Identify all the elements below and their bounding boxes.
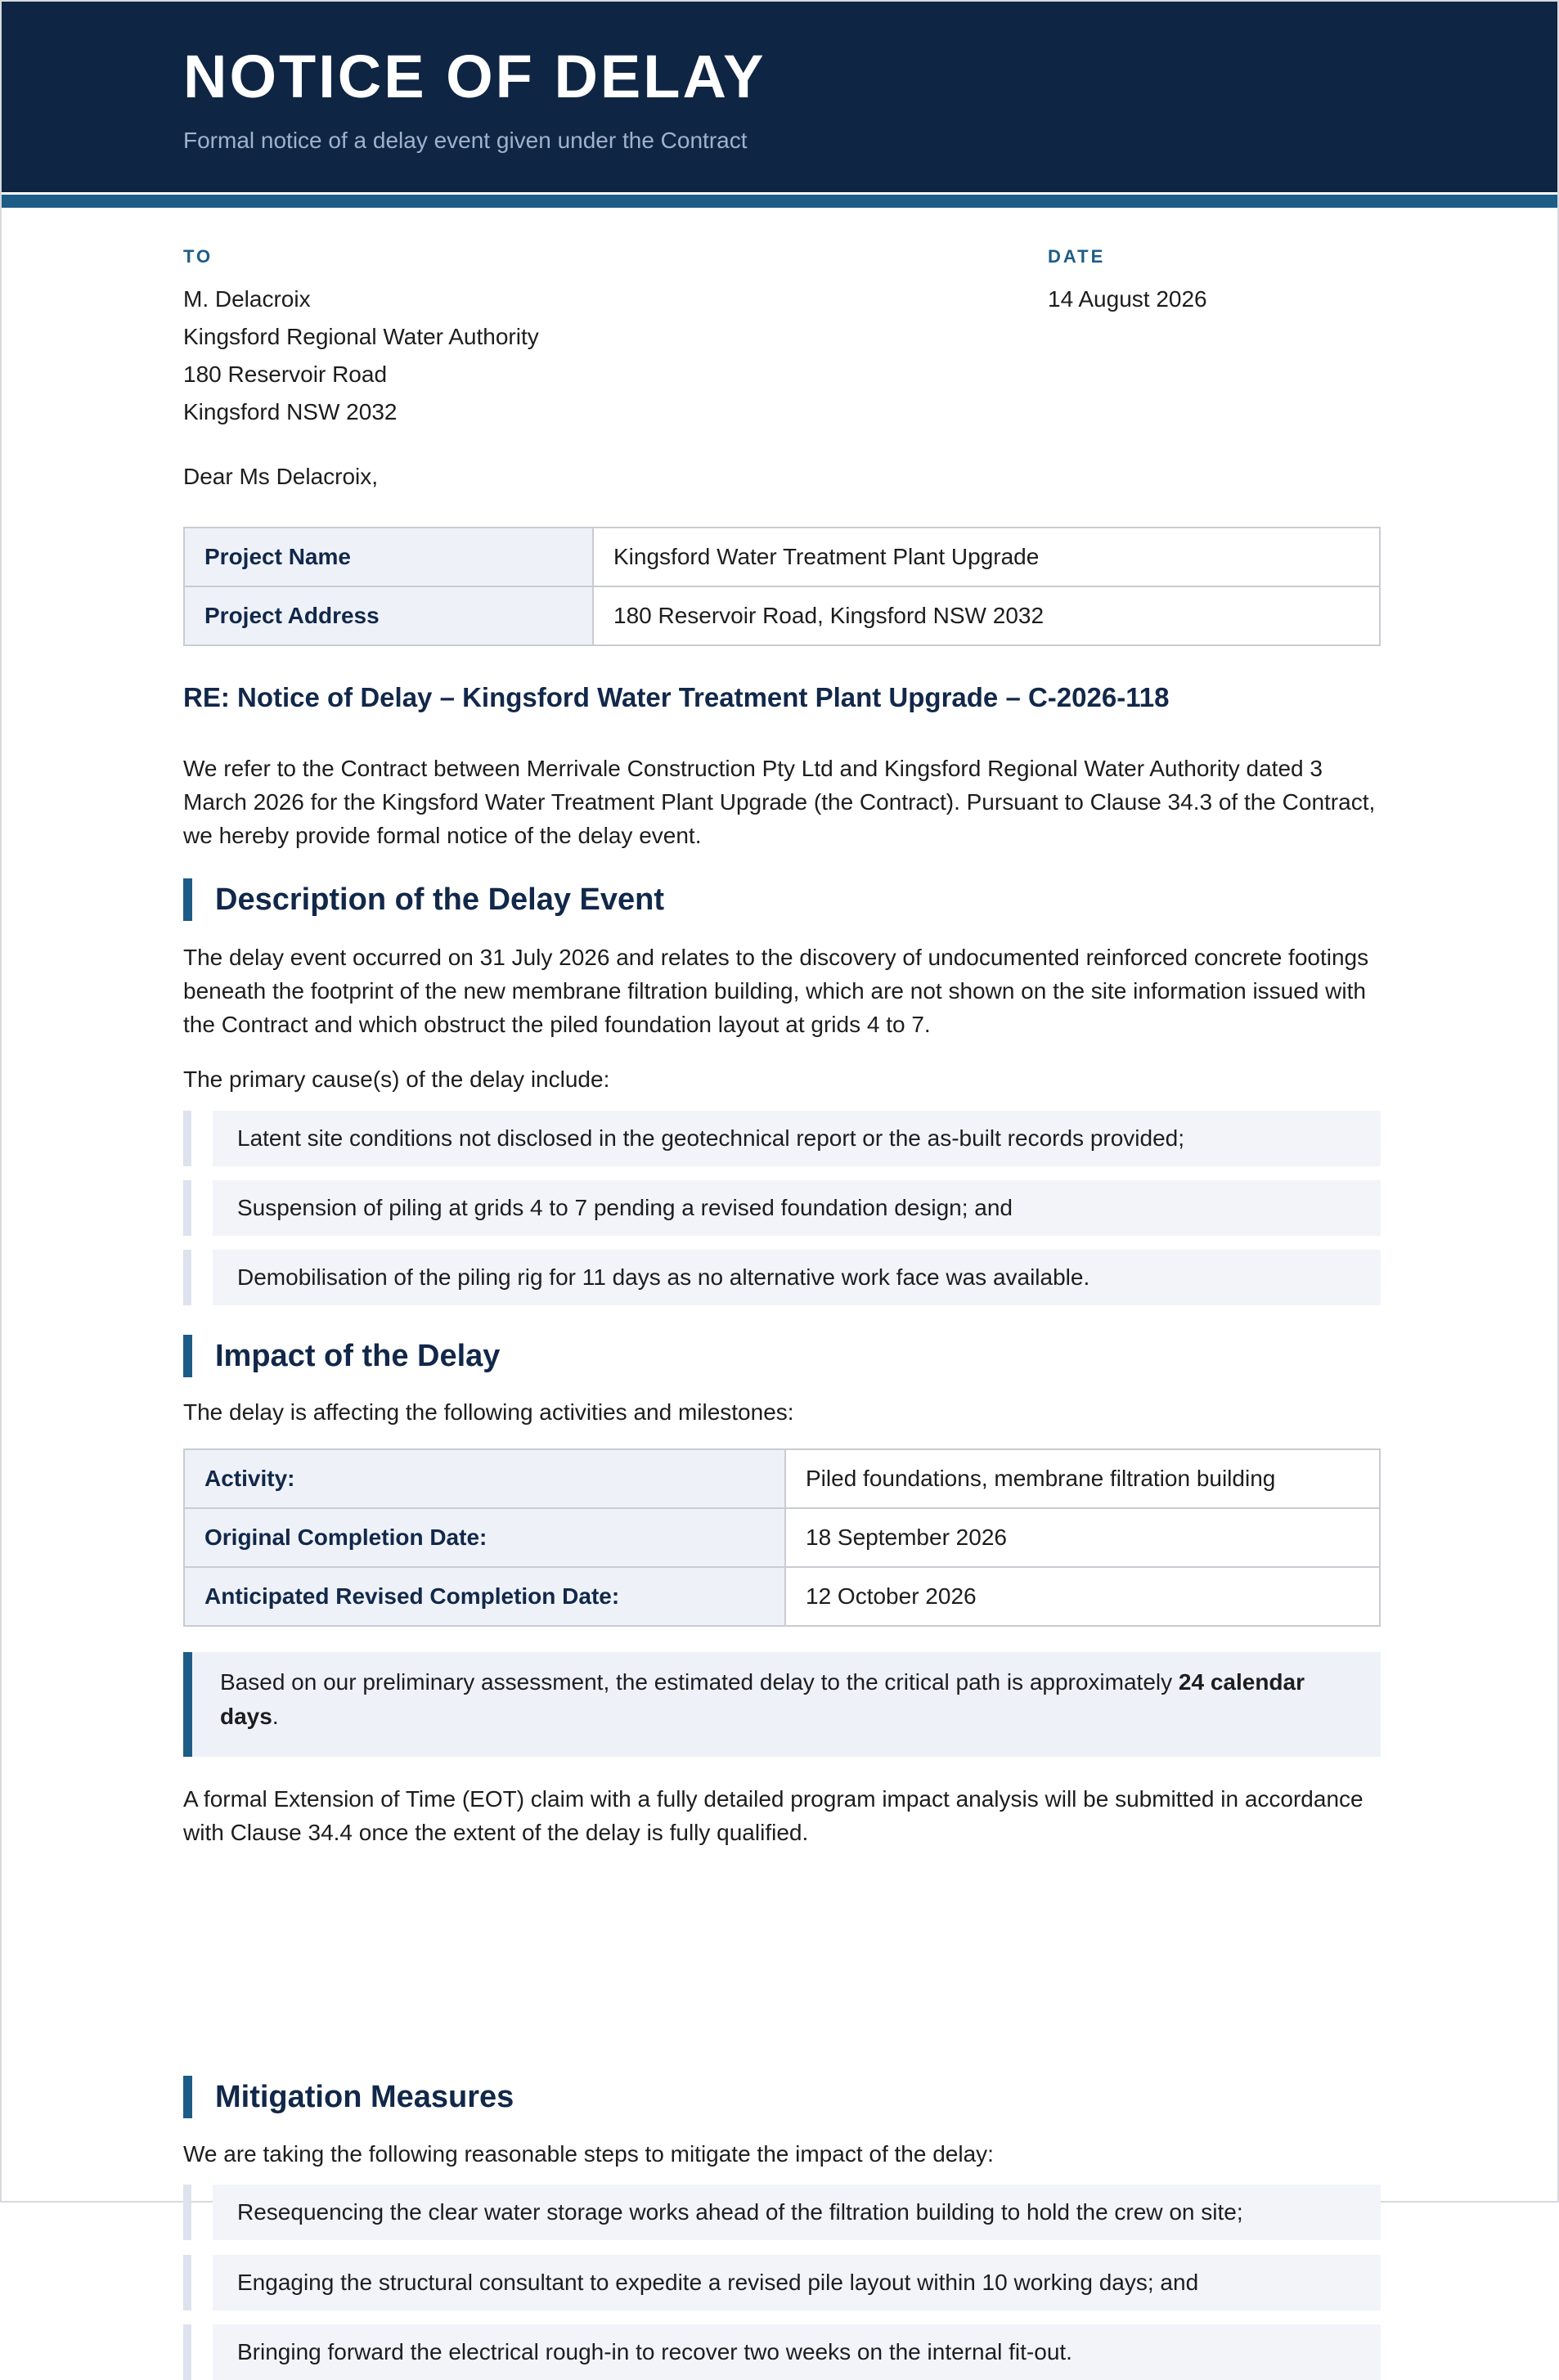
recipient-street: 180 Reservoir Road	[183, 361, 388, 387]
cause-text: Suspension of piling at grids 4 to 7 pending a revised foundation design; and	[213, 1180, 1381, 1236]
table-row	[184, 1508, 1380, 1567]
date-block	[1048, 246, 1207, 318]
section-heading-impact: Impact of the Delay	[183, 1335, 500, 1377]
recipient-name: M. Delacroix	[183, 286, 311, 312]
project-details-table	[183, 527, 1381, 646]
list-item	[183, 2185, 1381, 2240]
project-name-label: Project Name	[184, 528, 593, 586]
recipient-city: Kingsford NSW 2032	[183, 399, 398, 424]
document-title: NOTICE OF DELAY	[183, 43, 766, 110]
eot-paragraph: A formal Extension of Time (EOT) claim with a fully detailed program impact analysis will be submitted in accordance with Clause 34.4 once the extent of the delay is fully qualified.	[183, 1786, 1364, 1845]
project-address-label: Project Address	[184, 586, 593, 645]
cause-text: Demobilisation of the piling rig for 11 days as no alternative work face was available.	[213, 1250, 1381, 1305]
recipient-organisation: Kingsford Regional Water Authority	[183, 324, 539, 349]
list-item	[183, 2255, 1381, 2310]
callout-emphasis: 24 calendar days	[220, 1669, 1305, 1729]
section-heading-mitigation: Mitigation Measures	[183, 2076, 514, 2118]
mitigation-text: Engaging the structural consultant to expedite a revised pile layout within 10 working days; and	[213, 2255, 1381, 2310]
activity-value: Piled foundations, membrane filtration building	[785, 1449, 1380, 1508]
date-label: DATE	[1048, 246, 1106, 267]
impact-intro: The delay is affecting the following activities and milestones:	[183, 1399, 794, 1425]
callout-text: Based on our preliminary assessment, the estimated delay to the critical path is approximately	[220, 1669, 1179, 1695]
document-header	[2, 2, 1557, 192]
table-row	[184, 1449, 1380, 1508]
header-accent-bar	[2, 195, 1557, 208]
table-row	[184, 528, 1380, 586]
impact-table	[183, 1448, 1381, 1627]
recipient-label: TO	[183, 246, 213, 267]
original-completion-value: 18 September 2026	[785, 1508, 1380, 1567]
mitigation-intro: We are taking the following reasonable steps to mitigate the impact of the delay:	[183, 2141, 994, 2167]
delay-estimate-callout	[183, 1652, 1381, 1757]
activity-label: Activity:	[184, 1449, 785, 1508]
revised-completion-value: 12 October 2026	[785, 1567, 1380, 1626]
intro-paragraph: We refer to the Contract between Merrivale Construction Pty Ltd and Kingsford Regional Water Authority dated 3 March 2026 for the Kingsford Water Treatment Plant Upgrade (the Contract). Pursuant to Clause 34.3 of the Contract, we hereby provide formal notice of the delay event.	[183, 756, 1376, 848]
project-address-value: 180 Reservoir Road, Kingsford NSW 2032	[593, 586, 1380, 645]
list-item	[183, 1250, 1381, 1305]
cause-text: Latent site conditions not disclosed in the geotechnical report or the as-built records provided;	[213, 1111, 1381, 1166]
mitigation-text: Resequencing the clear water storage works ahead of the filtration building to hold the crew on site;	[213, 2185, 1381, 2240]
list-item	[183, 1111, 1381, 1166]
list-item	[183, 1180, 1381, 1236]
salutation: Dear Ms Delacroix,	[183, 464, 379, 489]
section-heading-description: Description of the Delay Event	[183, 878, 664, 921]
table-row	[184, 1567, 1380, 1626]
table-row	[184, 586, 1380, 645]
recipient-block	[183, 246, 539, 431]
document-subtitle: Formal notice of a delay event given under the Contract	[183, 128, 748, 153]
mitigation-text: Bringing forward the electrical rough-in to recover two weeks on the internal fit-out.	[213, 2324, 1381, 2380]
list-item	[183, 2324, 1381, 2380]
subject-line: RE: Notice of Delay – Kingsford Water Treatment Plant Upgrade – C-2026-118	[183, 682, 1170, 712]
callout-end: .	[272, 1704, 279, 1729]
description-paragraph: The delay event occurred on 31 July 2026 and relates to the discovery of undocumented reinforced concrete footings beneath the footprint of the new membrane filtration building, which are not shown on the site information issued with the Contract and which obstruct the piled foundation layout at grids 4 to 7.	[183, 945, 1369, 1037]
original-completion-label: Original Completion Date:	[184, 1508, 785, 1567]
date-value: 14 August 2026	[1048, 286, 1207, 312]
revised-completion-label: Anticipated Revised Completion Date:	[184, 1567, 785, 1626]
project-name-value: Kingsford Water Treatment Plant Upgrade	[593, 528, 1380, 586]
causes-intro: The primary cause(s) of the delay include:	[183, 1067, 610, 1092]
